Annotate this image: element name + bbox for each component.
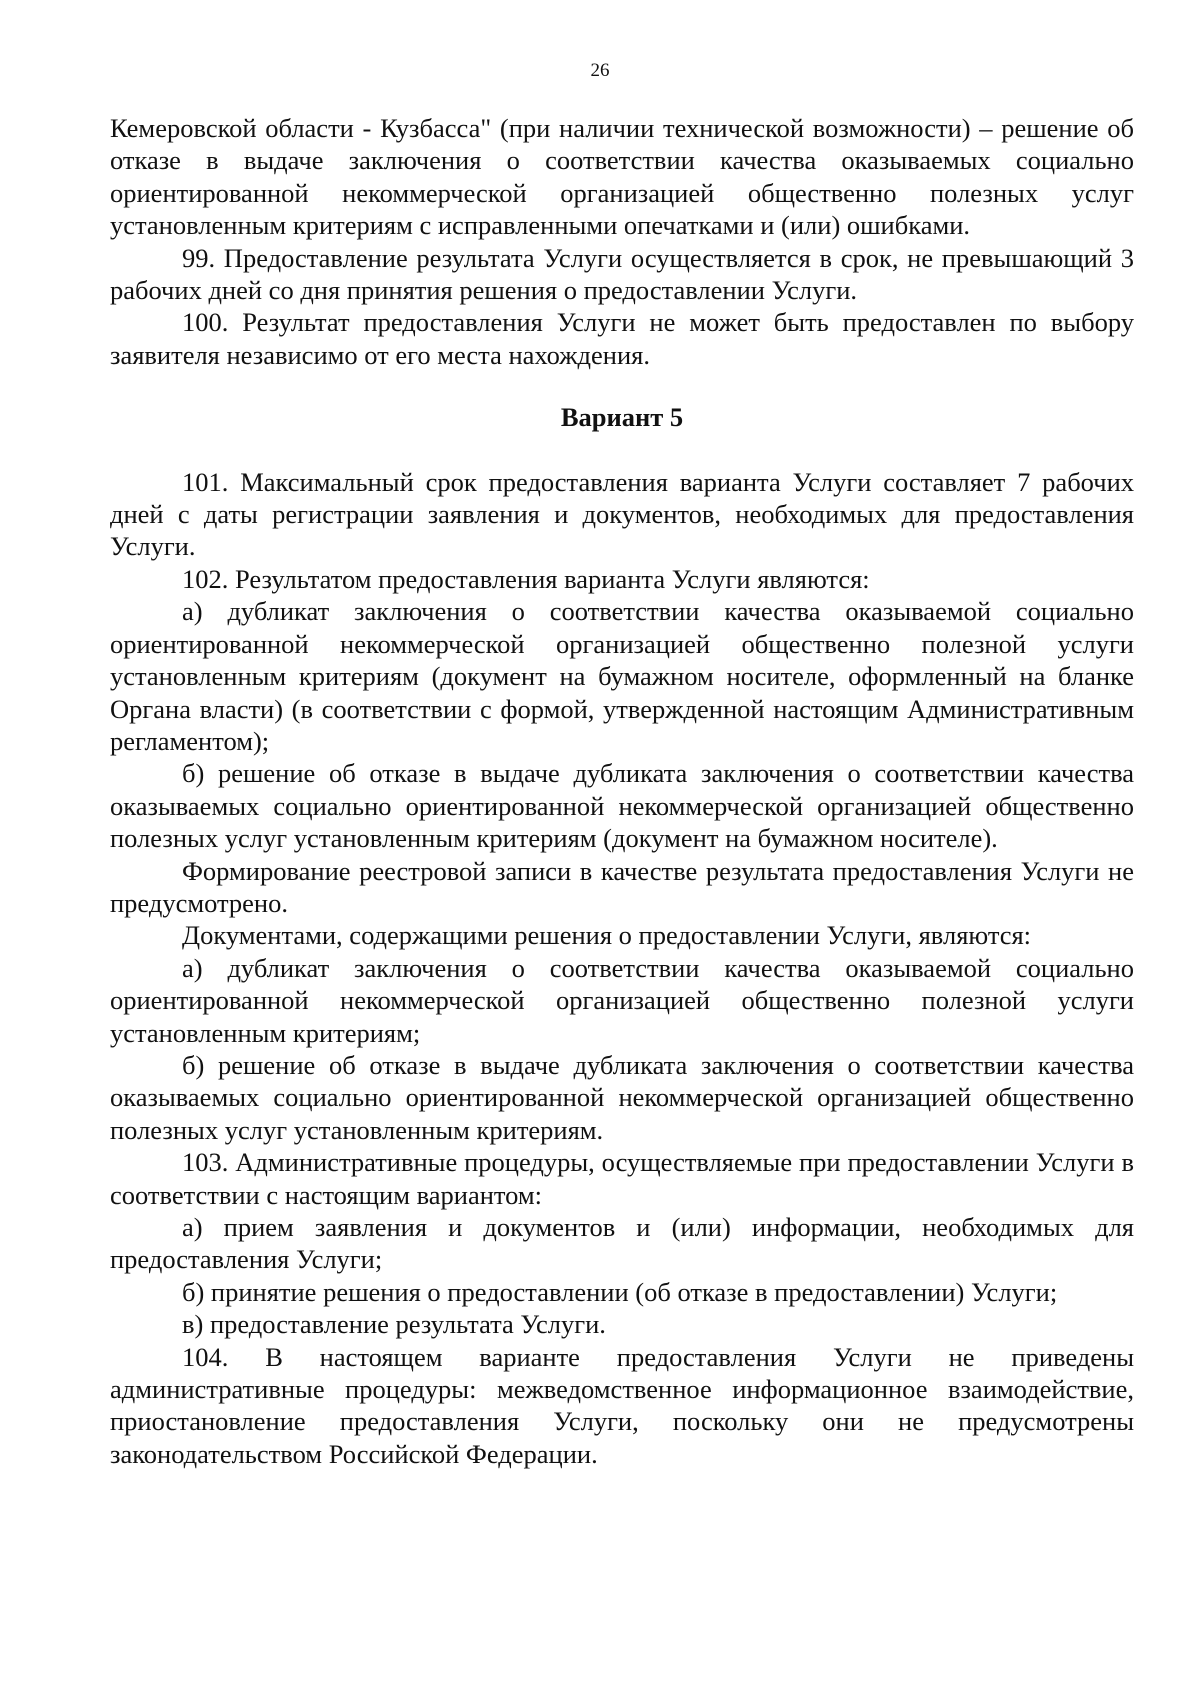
- paragraph-documents-item-a: а) дубликат заключения о соответствии качества оказываемой социально ориентированной некоммерческой организацией общественно полезной услуги установленным критериям;: [110, 952, 1134, 1048]
- paragraph-102-item-b: б) решение об отказе в выдаче дубликата заключения о соответствии качества оказываемых социально ориентированной некоммерческой организацией общественно полезных услуг установленным критериям (документ на бумажном носителе).: [110, 758, 1134, 854]
- document-body: [110, 112, 1134, 1470]
- paragraph-103-item-b: б) принятие решения о предоставлении (об отказе в предоставлении) Услуги;: [182, 1276, 1058, 1307]
- paragraph-documents-intro: Документами, содержащими решения о предоставлении Услуги, являются:: [182, 920, 1032, 951]
- paragraph-103: 103. Административные процедуры, осуществляемые при предоставлении Услуги в соответствии с настоящим вариантом:: [110, 1147, 1134, 1210]
- paragraph-101: 101. Максимальный срок предоставления варианта Услуги составляет 7 рабочих дней с даты регистрации заявления и документов, необходимых для предоставления Услуги.: [110, 466, 1134, 562]
- paragraph-103-item-a: а) прием заявления и документов и (или) информации, необходимых для предоставления Услуги;: [110, 1212, 1134, 1275]
- paragraph-102: 102. Результатом предоставления варианта Услуги являются:: [182, 563, 870, 594]
- paragraph-102-item-a: а) дубликат заключения о соответствии качества оказываемой социально ориентированной некоммерческой организацией общественно полезной услуги установленным критериям (документ на бумажном носителе, оформленный на бланке Органа власти) (в соответствии с формой, утвержденной настоящим Административным регламентом);: [110, 596, 1134, 756]
- paragraph-documents-item-b: б) решение об отказе в выдаче дубликата заключения о соответствии качества оказываемых социально ориентированной некоммерческой организацией общественно полезных услуг установленным критериям.: [110, 1049, 1134, 1145]
- paragraph-103-item-c: в) предоставление результата Услуги.: [182, 1309, 606, 1340]
- paragraph-registry-note: Формирование реестровой записи в качестве результата предоставления Услуги не предусмотрено.: [110, 855, 1134, 918]
- page-number: 26: [590, 60, 610, 81]
- paragraph-100: 100. Результат предоставления Услуги не может быть предоставлен по выбору заявителя независимо от его места нахождения.: [110, 307, 1134, 370]
- section-title: Вариант 5: [560, 402, 684, 433]
- paragraph-104: 104. В настоящем варианте предоставления Услуги не приведены административные процедуры: межведомственное информационное взаимодействие, приостановление предоставления Услуги, поскольку они не предусмотрены законодательством Российской Федерации.: [110, 1341, 1134, 1469]
- paragraph-99: 99. Предоставление результата Услуги осуществляется в срок, не превышающий 3 рабочих дней со дня принятия решения о предоставлении Услуги.: [110, 242, 1134, 306]
- paragraph-continuation: Кемеровской области - Кузбасса" (при наличии технической возможности) – решение об отказе в выдаче заключения о соответствии качества оказываемых социально ориентированной некоммерческой организацией общественно полезных услуг установленным критериям с исправленными опечатками и (или) ошибками.: [110, 113, 1134, 241]
